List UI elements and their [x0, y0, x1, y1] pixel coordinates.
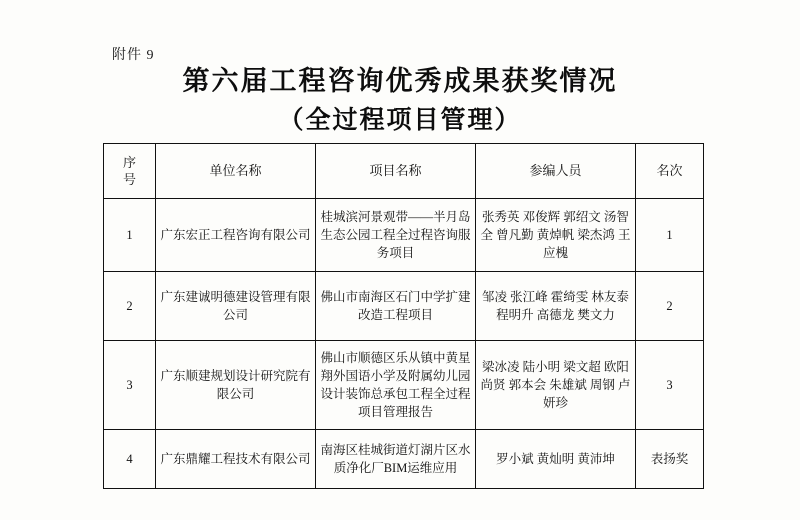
cell-seq: 1: [104, 199, 156, 272]
table-row: [104, 430, 704, 489]
table-header-row: [104, 144, 704, 199]
column-header-seq-line2: 号: [122, 172, 136, 187]
cell-seq: 3: [104, 341, 156, 430]
cell-rank: 1: [636, 199, 704, 272]
cell-project: 桂城滨河景观带——半月岛生态公园工程全过程咨询服务项目: [316, 199, 476, 272]
cell-members: 罗小斌 黄灿明 黄沛坤: [476, 430, 636, 489]
cell-unit: 广东鼎耀工程技术有限公司: [156, 430, 316, 489]
column-header-seq-line1: 序: [122, 155, 136, 170]
cell-members: 张秀英 邓俊辉 郭绍文 汤智全 曾凡勤 黄焯帆 梁杰鸿 王应槐: [476, 199, 636, 272]
table-row: [104, 272, 704, 341]
column-header-seq: [104, 144, 156, 199]
cell-members: 梁冰凌 陆小明 梁文超 欧阳尚贤 郭本会 朱雄斌 周钢 卢妍珍: [476, 341, 636, 430]
award-table: [103, 143, 704, 489]
table-row: [104, 199, 704, 272]
award-table-wrapper: [103, 143, 703, 489]
attachment-label: 附件 9: [112, 48, 155, 63]
cell-seq: 4: [104, 430, 156, 489]
column-header-rank: 名次: [636, 144, 704, 199]
cell-rank: 表扬奖: [636, 430, 704, 489]
column-header-members: 参编人员: [476, 144, 636, 199]
column-header-project: 项目名称: [316, 144, 476, 199]
cell-seq: 2: [104, 272, 156, 341]
cell-unit: 广东顺建规划设计研究院有限公司: [156, 341, 316, 430]
cell-rank: 2: [636, 272, 704, 341]
table-row: [104, 341, 704, 430]
cell-unit: 广东宏正工程咨询有限公司: [156, 199, 316, 272]
page-title: 第六届工程咨询优秀成果获奖情况: [182, 66, 618, 96]
cell-rank: 3: [636, 341, 704, 430]
cell-members: 邹凌 张江峰 霍绮雯 林友泰 程明升 高德龙 樊文力: [476, 272, 636, 341]
cell-unit: 广东建诚明德建设管理有限公司: [156, 272, 316, 341]
page-subtitle: （全过程项目管理）: [278, 107, 522, 134]
document-title-block: [0, 62, 800, 140]
column-header-unit: 单位名称: [156, 144, 316, 199]
cell-project: 南海区桂城街道灯湖片区水质净化厂BIM运维应用: [316, 430, 476, 489]
cell-project: 佛山市南海区石门中学扩建改造工程项目: [316, 272, 476, 341]
cell-project: 佛山市顺德区乐从镇中黄星翔外国语小学及附属幼儿园设计装饰总承包工程全过程项目管理报告: [316, 341, 476, 430]
